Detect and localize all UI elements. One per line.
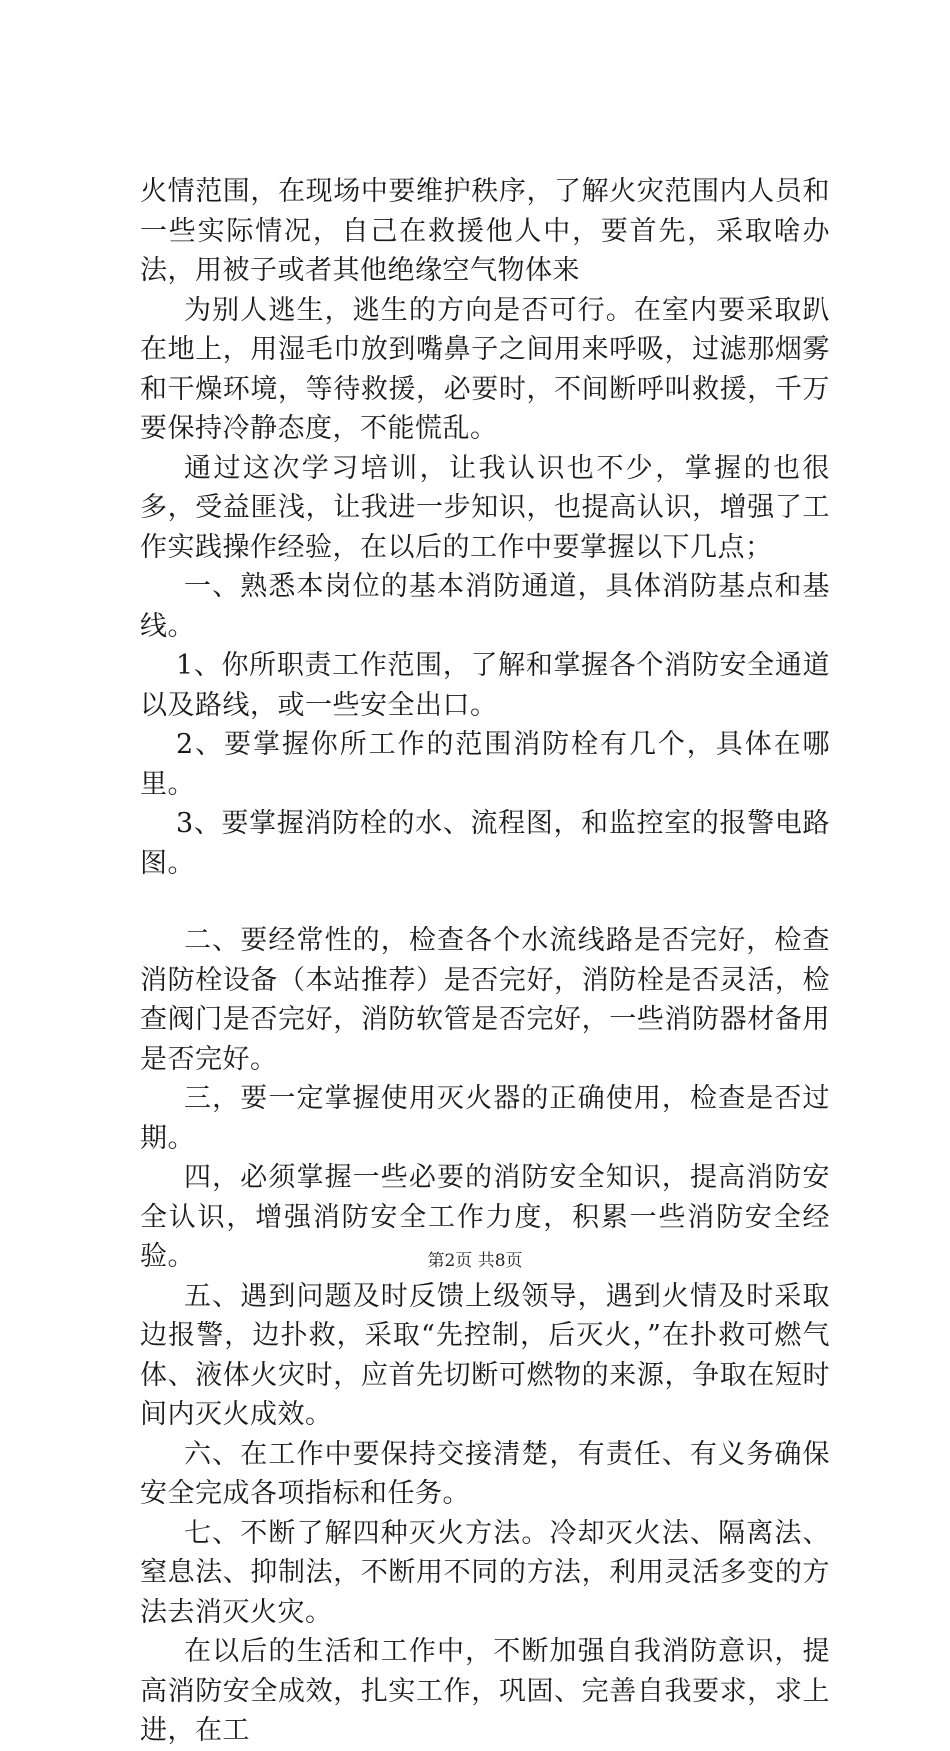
- paragraph-spacer: [140, 883, 830, 921]
- paragraph-escape: 为别人逃生，逃生的方向是否可行。在室内要采取趴在地上，用湿毛巾放到嘴鼻子之间用来呼吸，过滤那烟雾和干燥环境，等待救援，必要时，不间断呼叫救援，千万要保持冷静态度，不能慌乱。: [140, 294, 830, 444]
- paragraph-point-5: 五、遇到问题及时反馈上级领导，遇到火情及时采取边报警，边扑救，采取“先控制，后灭火，”在扑救可燃气体、液体火灾时，应首先切断可燃物的来源，争取在短时间内灭火成效。: [140, 1280, 830, 1430]
- paragraph-subpoint-2: 2、要掌握你所工作的范围消防栓有几个，具体在哪里。: [140, 729, 830, 800]
- paragraph-point-4: 四，必须掌握一些必要的消防安全知识，提高消防安全认识，增强消防安全工作力度，积累一些消防安全经验。: [140, 1162, 830, 1272]
- paragraph-point-7: 七、不断了解四种灭火方法。冷却灭火法、隔离法、窒息法、抑制法，不断用不同的方法，利用灵活多变的方法去消灭火灾。: [140, 1517, 830, 1628]
- paragraph-point-6: 六、在工作中要保持交接清楚，有责任、有义务确保安全完成各项指标和任务。: [140, 1438, 830, 1509]
- paragraph-continuation: 火情范围，在现场中要维护秩序，了解火灾范围内人员和一些实际情况，自己在救援他人中，要首先，采取啥办法，用被子或者其他绝缘空气物体来: [140, 176, 830, 286]
- paragraph-closing: 在以后的生活和工作中，不断加强自我消防意识，提高消防安全成效，扎实工作，巩固、完善自我要求，求上进，在工: [140, 1636, 830, 1746]
- paragraph-point-1: 一、熟悉本岗位的基本消防通道，具体消防基点和基线。: [140, 571, 830, 642]
- paragraph-subpoint-1: 1、你所职责工作范围，了解和掌握各个消防安全通道以及路线，或一些安全出口。: [140, 650, 830, 721]
- document-body: [140, 172, 830, 1751]
- paragraph-subpoint-3: 3、要掌握消防栓的水、流程图，和监控室的报警电路图。: [140, 808, 830, 879]
- page-number-footer: 第2页 共8页: [427, 1251, 523, 1271]
- paragraph-point-2: 二、要经常性的，检查各个水流线路是否完好，检查消防栓设备（本站推荐）是否完好，消防栓是否灵活，检查阀门是否完好，消防软管是否完好，一些消防器材备用是否完好。: [140, 925, 830, 1075]
- paragraph-training: 通过这次学习培训，让我认识也不少，掌握的也很多，受益匪浅，让我进一步知识，也提高认识，增强了工作实践操作经验，在以后的工作中要掌握以下几点；: [140, 452, 830, 563]
- paragraph-point-3: 三，要一定掌握使用灭火器的正确使用，检查是否过期。: [140, 1083, 830, 1154]
